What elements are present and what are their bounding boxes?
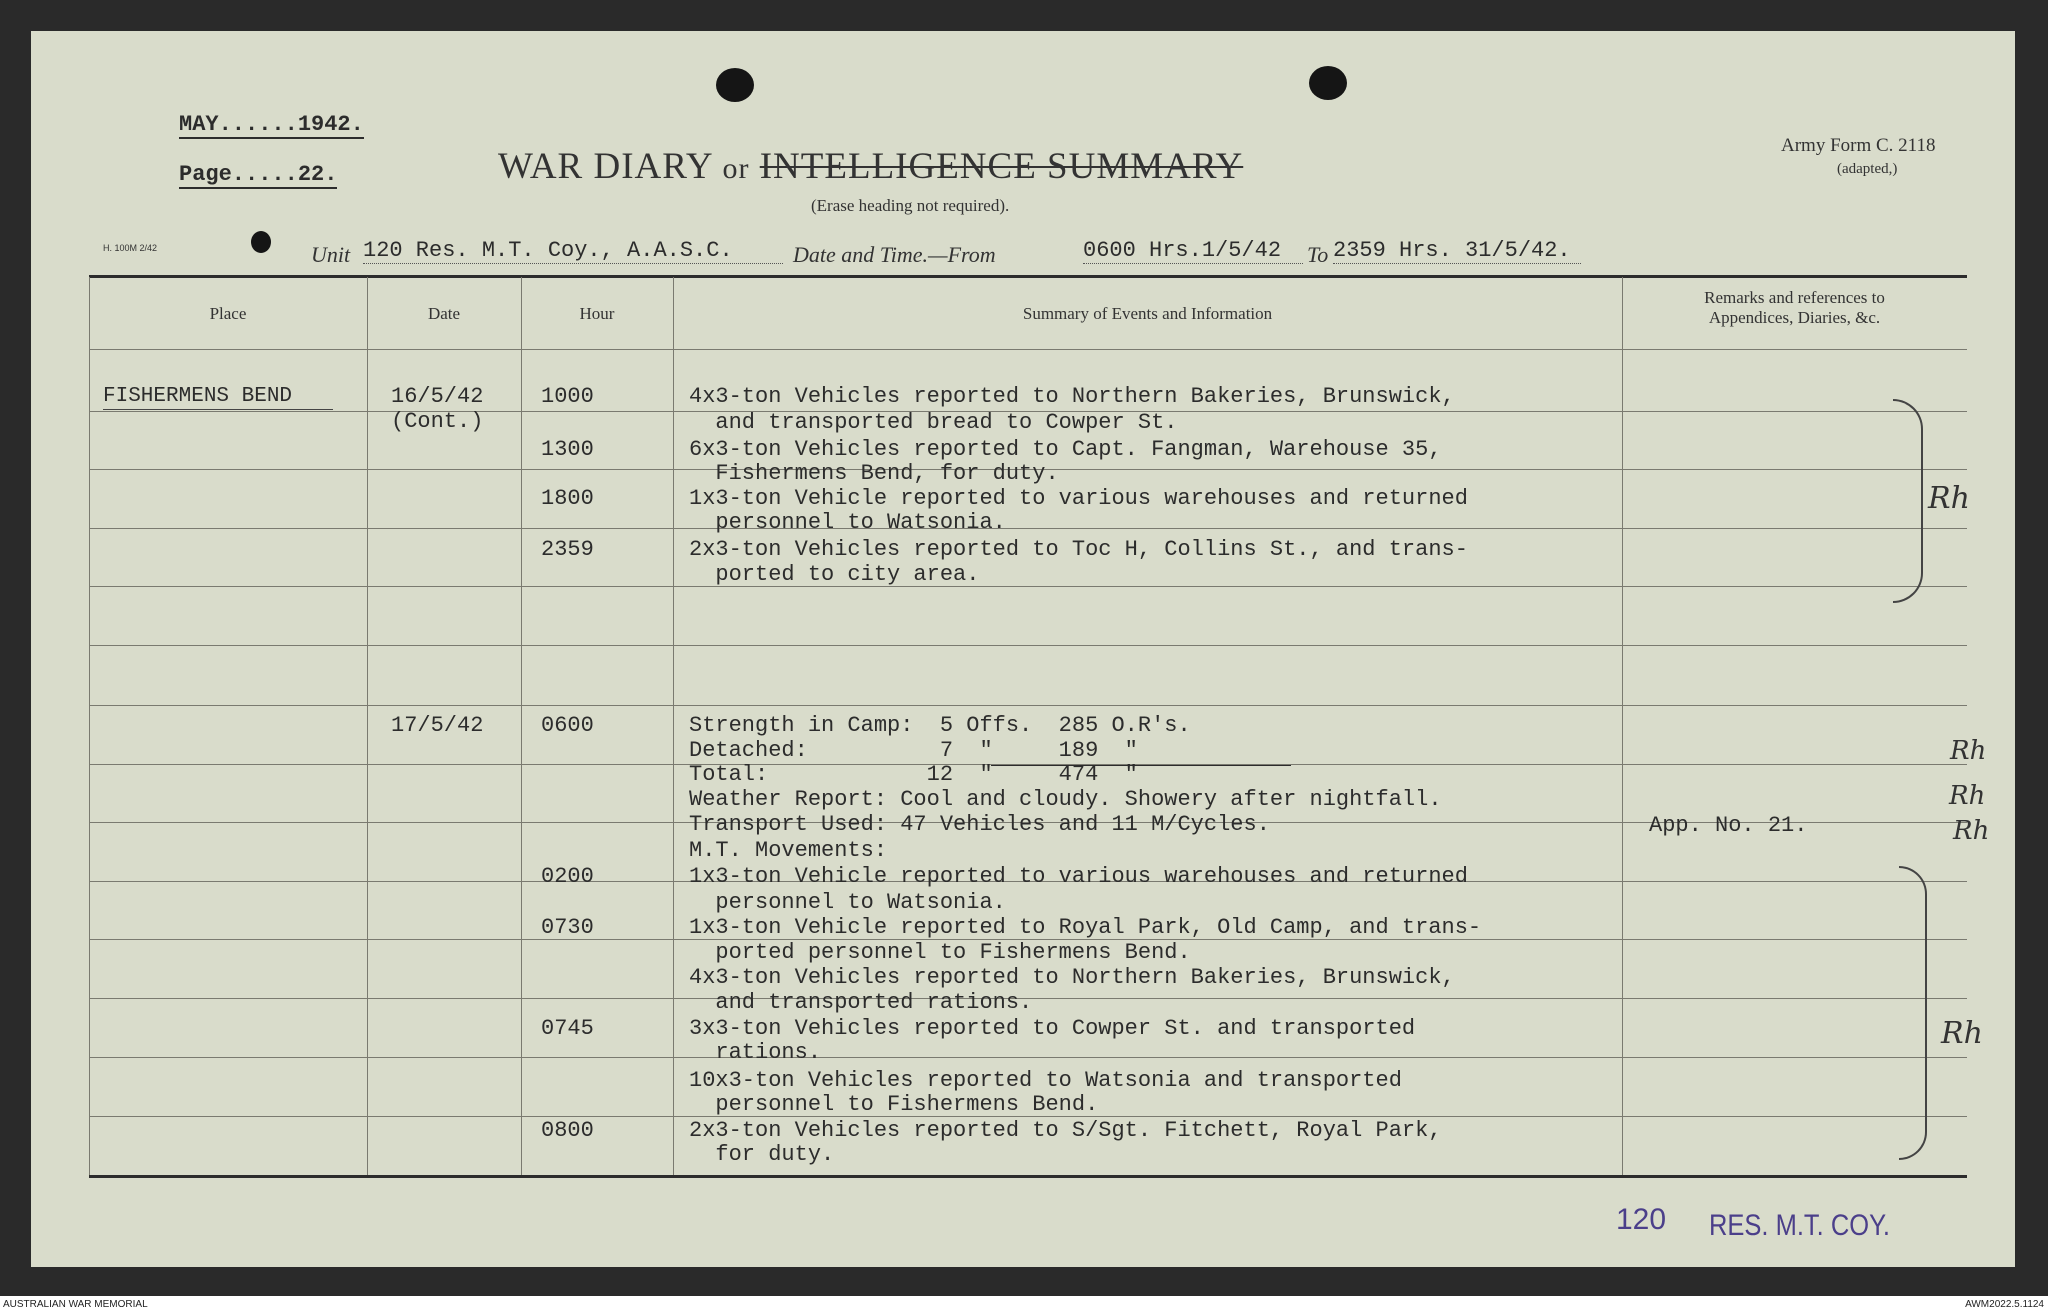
summary-line: ported personnel to Fishermens Bend. bbox=[689, 940, 1191, 965]
place-cell: FISHERMENS BEND bbox=[103, 385, 293, 408]
army-form-number: Army Form C. 2118 bbox=[1781, 135, 1936, 156]
hour-cell: 2359 bbox=[541, 537, 594, 562]
handwritten-initials: Rh bbox=[1950, 736, 1987, 766]
summary-line: Transport Used: 47 Vehicles and 11 M/Cycles. bbox=[689, 812, 1270, 837]
archive-reference: AWM2022.5.1124 bbox=[1965, 1299, 2044, 1310]
title-note: (Erase heading not required). bbox=[811, 196, 1010, 215]
punch-hole-right bbox=[1309, 66, 1347, 100]
row-rule bbox=[89, 645, 1967, 646]
summary-line: 6x3-ton Vehicles reported to Capt. Fangman, Warehouse 35, bbox=[689, 437, 1442, 462]
summary-line: and transported rations. bbox=[689, 990, 1033, 1015]
table-top-rule bbox=[89, 275, 1967, 278]
hour-cell: 0800 bbox=[541, 1118, 594, 1143]
page-title bbox=[498, 145, 1243, 188]
summary-line: personnel to Watsonia. bbox=[689, 510, 1006, 535]
hour-cell: 0200 bbox=[541, 864, 594, 889]
handwritten-initials: Rh bbox=[1949, 781, 1986, 811]
unit-label: Unit bbox=[311, 242, 351, 267]
month-field: MAY......1942. bbox=[179, 112, 364, 137]
summary-line: ported to city area. bbox=[689, 562, 980, 587]
hour-cell: 0730 bbox=[541, 915, 594, 940]
title-struck: INTELLIGENCE SUMMARY bbox=[759, 146, 1244, 187]
row-rule bbox=[89, 705, 1967, 706]
row-rule bbox=[89, 586, 1967, 587]
col-header-remarks: Remarks and references to Appendices, Diaries, &c. bbox=[1704, 288, 1885, 327]
handwritten-initials: Rh bbox=[1953, 816, 1990, 846]
hour-cell: 1800 bbox=[541, 486, 594, 511]
title-war-diary: WAR DIARY bbox=[498, 146, 713, 187]
summary-line: 3x3-ton Vehicles reported to Cowper St. and transported bbox=[689, 1016, 1416, 1041]
unit-stamp-number: 120 bbox=[1616, 1203, 1667, 1236]
handwritten-initials: Rh bbox=[1928, 481, 1970, 516]
brace-handwritten bbox=[1899, 866, 1927, 1160]
page-field: Page.....22. bbox=[179, 162, 338, 187]
date-time-label: Date and Time.—From bbox=[793, 242, 996, 267]
hour-cell: 1300 bbox=[541, 437, 594, 462]
hour-cell: 0600 bbox=[541, 713, 594, 738]
table-bottom-rule bbox=[89, 1175, 1967, 1178]
summary-line: 4x3-ton Vehicles reported to Northern Bakeries, Brunswick, bbox=[689, 965, 1455, 990]
hour-cell: 1000 bbox=[541, 384, 594, 409]
summary-line: 1x3-ton Vehicle reported to Royal Park, Old Camp, and trans- bbox=[689, 915, 1482, 940]
summary-line: personnel to Watsonia. bbox=[689, 890, 1006, 915]
date-cell: 16/5/42 bbox=[391, 384, 484, 409]
summary-line: for duty. bbox=[689, 1142, 835, 1167]
to-value: 2359 Hrs. 31/5/42. bbox=[1333, 238, 1581, 264]
punch-hole-left bbox=[716, 68, 754, 102]
army-form-adapted: (adapted,) bbox=[1837, 161, 1898, 177]
summary-line: M.T. Movements: bbox=[689, 838, 888, 863]
col-header-place: Place bbox=[209, 304, 247, 323]
summary-line: 1x3-ton Vehicle reported to various warehouses and returned bbox=[689, 864, 1468, 889]
to-label: To bbox=[1307, 242, 1329, 267]
col-header-date: Date bbox=[427, 304, 461, 323]
unit-value: 120 Res. M.T. Coy., A.A.S.C. bbox=[363, 238, 783, 264]
diary-sheet bbox=[31, 31, 2015, 1267]
summary-line: 10x3-ton Vehicles reported to Watsonia and transported bbox=[689, 1068, 1402, 1093]
summary-line: personnel to Fishermens Bend. bbox=[689, 1092, 1099, 1117]
summary-line: rations. bbox=[689, 1040, 822, 1065]
brace-handwritten bbox=[1893, 399, 1923, 603]
date-cell: 17/5/42 bbox=[391, 713, 484, 738]
col-header-summary: Summary of Events and Information bbox=[1022, 304, 1273, 323]
summary-line: 1x3-ton Vehicle reported to various warehouses and returned bbox=[689, 486, 1468, 511]
archive-credit: AUSTRALIAN WAR MEMORIAL bbox=[3, 1299, 148, 1310]
handwritten-initials: Rh bbox=[1941, 1016, 1983, 1051]
header-rule bbox=[89, 349, 1967, 350]
col-header-hour: Hour bbox=[579, 304, 615, 323]
print-code: H. 100M 2/42 bbox=[103, 243, 158, 253]
summary-line: 2x3-ton Vehicles reported to Toc H, Collins St., and trans- bbox=[689, 537, 1468, 562]
summary-line: Total: 12 " 474 " bbox=[689, 762, 1138, 787]
summary-line: Fishermens Bend, for duty. bbox=[689, 461, 1059, 486]
summary-line: Strength in Camp: 5 Offs. 285 O.R's. bbox=[689, 713, 1191, 738]
row-rule bbox=[89, 528, 1967, 529]
summary-line: Weather Report: Cool and cloudy. Showery after nightfall. bbox=[689, 787, 1442, 812]
summary-line: and transported bread to Cowper St. bbox=[689, 410, 1178, 435]
date-cont-cell: (Cont.) bbox=[391, 409, 484, 434]
from-value: 0600 Hrs.1/5/42 bbox=[1083, 238, 1303, 264]
punch-hole-small bbox=[251, 231, 271, 253]
row-rule bbox=[89, 1057, 1967, 1058]
unit-stamp: RES. M.T. COY. bbox=[1709, 1209, 1890, 1242]
summary-line: Detached: 7 " 189 " bbox=[689, 738, 1138, 763]
unit-line bbox=[311, 238, 1631, 268]
remark-appendix: App. No. 21. bbox=[1649, 813, 1808, 838]
hour-cell: 0745 bbox=[541, 1016, 594, 1041]
place-underline bbox=[103, 409, 333, 410]
title-or: or bbox=[722, 152, 750, 185]
summary-line: 2x3-ton Vehicles reported to S/Sgt. Fitchett, Royal Park, bbox=[689, 1118, 1442, 1143]
summary-line: 4x3-ton Vehicles reported to Northern Bakeries, Brunswick, bbox=[689, 384, 1455, 409]
